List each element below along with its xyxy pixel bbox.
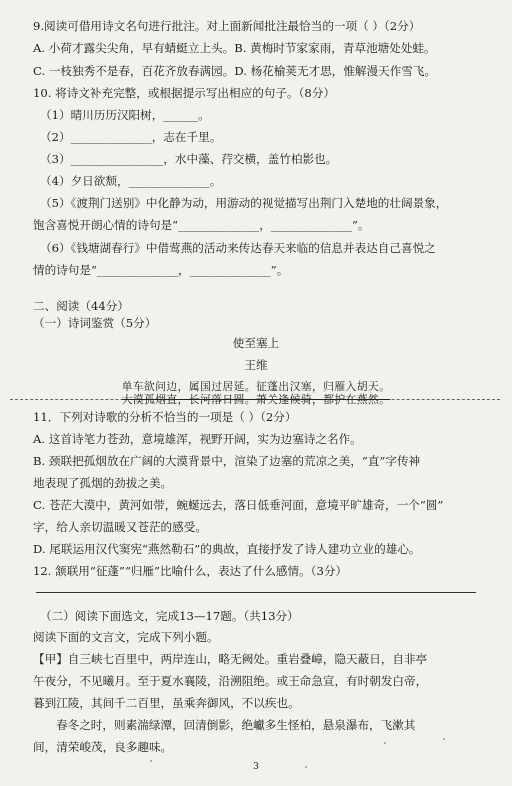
- section-reading-heading: 二、阅读（44分）: [33, 299, 129, 313]
- passage-jia-line-1: 【甲】自三峡七百里中，两岸连山，略无阙处。重岩叠嶂，隐天蔽日，自非亭: [33, 652, 428, 666]
- q10-item-3: （3）________________，水中藻、荇交横，盖竹柏影也。: [40, 152, 338, 166]
- q9-stem: 9.阅读可借用诗文名句进行批注。对上面新闻批注最恰当的一项（ ）（2分）: [33, 19, 421, 33]
- poem-title: 使至塞上: [232, 336, 280, 350]
- q10-item-2: （2）______________，志在千里。: [40, 130, 222, 144]
- q11-stem: 11．下列对诗歌的分析不恰当的一项是（ ）（2分）: [33, 410, 297, 424]
- scan-speck: [150, 760, 152, 762]
- poem-line-2: 大漠孤烟直，长河落日圆。萧关逢候骑，都护在燕然。: [121, 393, 391, 406]
- q9-options-ab: A. 小荷才露尖尖角，早有蜻蜓立上头。B. 黄梅时节家家雨，青草池塘处处蛙。: [33, 41, 436, 55]
- passage-jia-line-4: 春冬之时，则素湍绿潭，回清倒影，绝巘多生怪柏，悬泉瀑布，飞漱其: [56, 718, 416, 732]
- scan-speck: [443, 738, 445, 740]
- q10-item-4: （4）夕日欲颓，______________。: [40, 174, 222, 188]
- q9-options-cd: C. 一枝独秀不是春，百花齐放春满园。D. 杨花榆荚无才思，惟解漫天作雪飞。: [33, 64, 437, 78]
- q11-option-c: C. 苍茫大漠中，黄河如带，蜿蜒远去，落日低垂河面，意境平旷雄奇，一个“圆”: [33, 498, 444, 512]
- q11-option-a: A. 这首诗笔力苍劲，意境雄浑，视野开阔，实为边塞诗之名作。: [33, 432, 362, 446]
- classical-instruction: 阅读下面的文言文，完成下列小题。: [33, 630, 219, 644]
- q11-option-b-cont: 地表现了孤烟的劲拔之美。: [33, 476, 173, 490]
- q11-option-b: B. 颈联把孤烟放在广阔的大漠背景中，渲染了边塞的荒凉之美，“直”字传神: [33, 454, 421, 468]
- q10-stem: 10. 将诗文补充完整，或根据提示写出相应的句子。（8分）: [33, 86, 335, 100]
- q10-item-6-cont: 情的诗句是“______________，______________”。: [33, 263, 289, 277]
- subsection-poetry-heading: （一）诗词鉴赏（5分）: [33, 316, 157, 330]
- q10-item-1: （1）晴川历历汉阳树，______。: [40, 108, 210, 122]
- page-number: 3: [253, 762, 259, 772]
- passage-jia-line-3: 暮到江陵，其间千二百里，虽乘奔御风，不以疾也。: [33, 696, 300, 710]
- q10-item-6: （6）《钱塘湖春行》中借莺燕的活动来传达春天来临的信息并表达自己喜悦之: [40, 241, 436, 255]
- q12-answer-line: [36, 592, 476, 593]
- scan-speck: [305, 766, 307, 768]
- q11-option-c-cont: 字，给人亲切温暖又苍茫的感受。: [33, 520, 207, 534]
- subsection-classical-heading: （二）阅读下面选文，完成13—17题。（共13分）: [40, 609, 299, 623]
- scan-speck: [384, 742, 386, 744]
- q11-option-d: D. 尾联运用汉代窦宪“燕然勒石”的典故，直接抒发了诗人建功立业的雄心。: [33, 542, 421, 556]
- poem-line-1: 单车欲问边，属国过居延。征蓬出汉塞，归雁入胡天。: [121, 380, 391, 393]
- passage-jia-line-5: 间，清荣峻茂，良多趣味。: [33, 740, 173, 754]
- poem-author: 王维: [244, 358, 268, 372]
- q10-item-5: （5）《渡荆门送别》中化静为动，用游动的视觉描写出荆门入楚地的壮阔景象，: [40, 196, 448, 210]
- passage-jia-line-2: 午夜分，不见曦月。至于夏水襄陵，沿溯阻绝。或王命急宣，有时朝发白帝，: [33, 674, 428, 688]
- q12-stem: 12. 颔联用“征蓬”“归雁”比喻什么，表达了什么感情。（3分）: [33, 564, 348, 578]
- q10-item-5-cont: 饱含喜悦开朗心情的诗句是“______________，______________”。: [33, 218, 370, 232]
